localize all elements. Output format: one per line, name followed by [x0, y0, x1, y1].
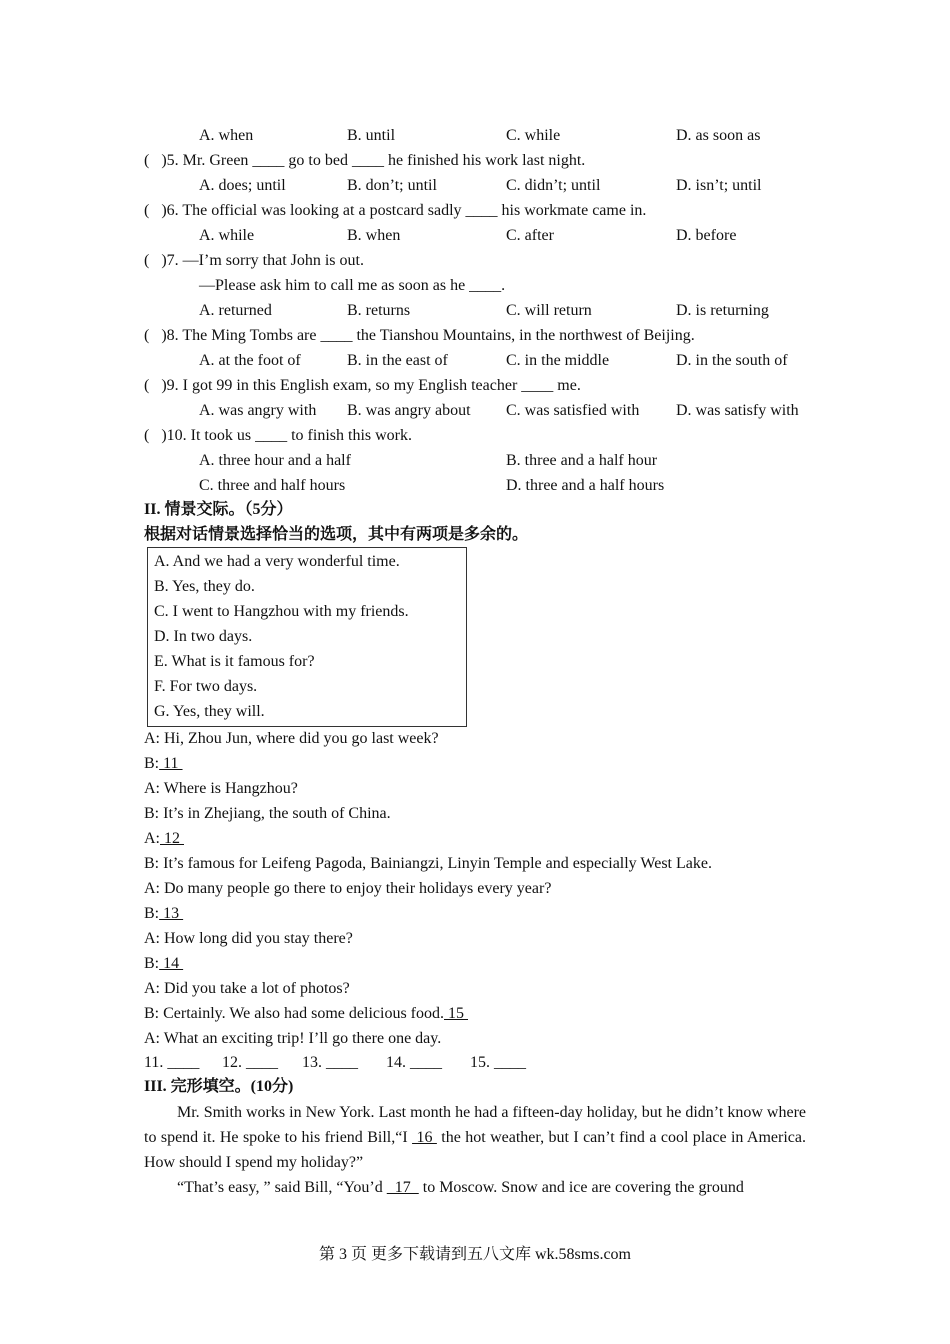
blank-13[interactable]: 13: [159, 905, 184, 922]
q5-option-a: A. does; until: [199, 177, 286, 194]
dialog-line: A: Do many people go there to enjoy their holidays every year?: [144, 880, 552, 897]
cloze-paragraph-1: Mr. Smith works in New York. Last month he had a fifteen-day holiday, but he didn’t know where to spend it. He spoke to his friend Bill,“I 16 the hot weather, but I can’t find a cool place in America. How should I spend my holiday?”: [144, 1104, 806, 1171]
choice-c: C. I went to Hangzhou with my friends.: [154, 603, 409, 620]
section2-heading: II. 情景交际。（5分）: [144, 501, 293, 518]
q6-option-a: A. while: [199, 227, 255, 244]
q10-option-d: D. three and a half hours: [506, 477, 665, 494]
choice-f: F. For two days.: [154, 678, 258, 695]
choice-e: E. What is it famous for?: [154, 653, 315, 670]
cloze-paragraph-2: “That’s easy, ” said Bill, “You’d 17 to Moscow. Snow and ice are covering the ground: [177, 1179, 744, 1196]
blank-15[interactable]: 15: [444, 1005, 468, 1022]
q10-stem: ( )10. It took us ____ to finish this work.: [144, 427, 412, 444]
page-footer: 第 3 页 更多下载请到五八文库 wk.58sms.com: [318, 1246, 631, 1263]
dialog-line: B: 11: [144, 755, 183, 772]
q7-stem-reply: —Please ask him to call me as soon as he ____.: [199, 277, 506, 294]
q4-option-c: C. while: [506, 127, 561, 144]
q8-option-c: C. in the middle: [506, 352, 610, 369]
choices-box: [147, 547, 467, 727]
q8-stem: ( )8. The Ming Tombs are ____ the Tianshou Mountains, in the northwest of Beijing.: [144, 327, 695, 344]
section3-heading: III. 完形填空。(10分): [144, 1078, 294, 1095]
answer-11[interactable]: 11. ____: [144, 1054, 200, 1071]
q9-option-a: A. was angry with: [199, 402, 317, 419]
blank-16[interactable]: 16: [412, 1129, 437, 1146]
dialog-line: A: Did you take a lot of photos?: [144, 980, 350, 997]
answer-13[interactable]: 13. ____: [302, 1054, 358, 1071]
dialog-line: A: 12: [144, 830, 184, 847]
dialog-line: A: How long did you stay there?: [144, 930, 353, 947]
q10-option-b: B. three and a half hour: [506, 452, 658, 469]
dialog-line: B: 14: [144, 955, 184, 972]
q9-option-d: D. was satisfy with: [676, 402, 799, 419]
q5-stem: ( )5. Mr. Green ____ go to bed ____ he finished his work last night.: [144, 152, 586, 169]
blank-14[interactable]: 14: [159, 955, 184, 972]
blank-17[interactable]: 17: [386, 1179, 419, 1196]
dialog-line: B: 13: [144, 905, 184, 922]
choice-d: D. In two days.: [154, 628, 253, 645]
dialog-line: B: It’s in Zhejiang, the south of China.: [144, 805, 391, 822]
q9-option-c: C. was satisfied with: [506, 402, 640, 419]
q7-stem: ( )7. —I’m sorry that John is out.: [144, 252, 364, 269]
q5-option-b: B. don’t; until: [347, 177, 437, 194]
q6-option-b: B. when: [347, 227, 401, 244]
q7-option-d: D. is returning: [676, 302, 769, 319]
choice-b: B. Yes, they do.: [154, 578, 255, 595]
q9-option-b: B. was angry about: [347, 402, 471, 419]
blank-11[interactable]: 11: [159, 755, 183, 772]
q6-option-d: D. before: [676, 227, 737, 244]
dialog-line: A: Hi, Zhou Jun, where did you go last week?: [144, 730, 439, 747]
dialog-line: A: What an exciting trip! I’ll go there one day.: [144, 1030, 442, 1047]
q4-option-d: D. as soon as: [676, 127, 761, 144]
q8-option-b: B. in the east of: [347, 352, 448, 369]
q4-option-a: A. when: [199, 127, 254, 144]
section2-instruction: 根据对话情景选择恰当的选项，其中有两项是多余的。: [144, 526, 529, 543]
q9-stem: ( )9. I got 99 in this English exam, so my English teacher ____ me.: [144, 377, 581, 394]
q7-option-b: B. returns: [347, 302, 411, 319]
q4-option-b: B. until: [347, 127, 396, 144]
dialog-line: B: It’s famous for Leifeng Pagoda, Bainiangzi, Linyin Temple and especially West Lake.: [144, 855, 712, 872]
q8-option-d: D. in the south of: [676, 352, 788, 369]
blank-12[interactable]: 12: [160, 830, 184, 847]
answer-12[interactable]: 12. ____: [222, 1054, 278, 1071]
q5-option-d: D. isn’t; until: [676, 177, 762, 194]
q8-option-a: A. at the foot of: [199, 352, 301, 369]
q10-option-a: A. three hour and a half: [199, 452, 351, 469]
choice-g: G. Yes, they will.: [154, 703, 265, 720]
q6-stem: ( )6. The official was looking at a postcard sadly ____ his workmate came in.: [144, 202, 647, 219]
q6-option-c: C. after: [506, 227, 554, 244]
answer-14[interactable]: 14. ____: [386, 1054, 442, 1071]
q10-option-c: C. three and half hours: [199, 477, 346, 494]
dialog-line: B: Certainly. We also had some delicious food. 15: [144, 1005, 468, 1022]
q7-option-a: A. returned: [199, 302, 272, 319]
answer-15[interactable]: 15. ____: [470, 1054, 526, 1071]
choice-a: A. And we had a very wonderful time.: [154, 553, 400, 570]
q7-option-c: C. will return: [506, 302, 592, 319]
dialog-line: A: Where is Hangzhou?: [144, 780, 298, 797]
q5-option-c: C. didn’t; until: [506, 177, 601, 194]
